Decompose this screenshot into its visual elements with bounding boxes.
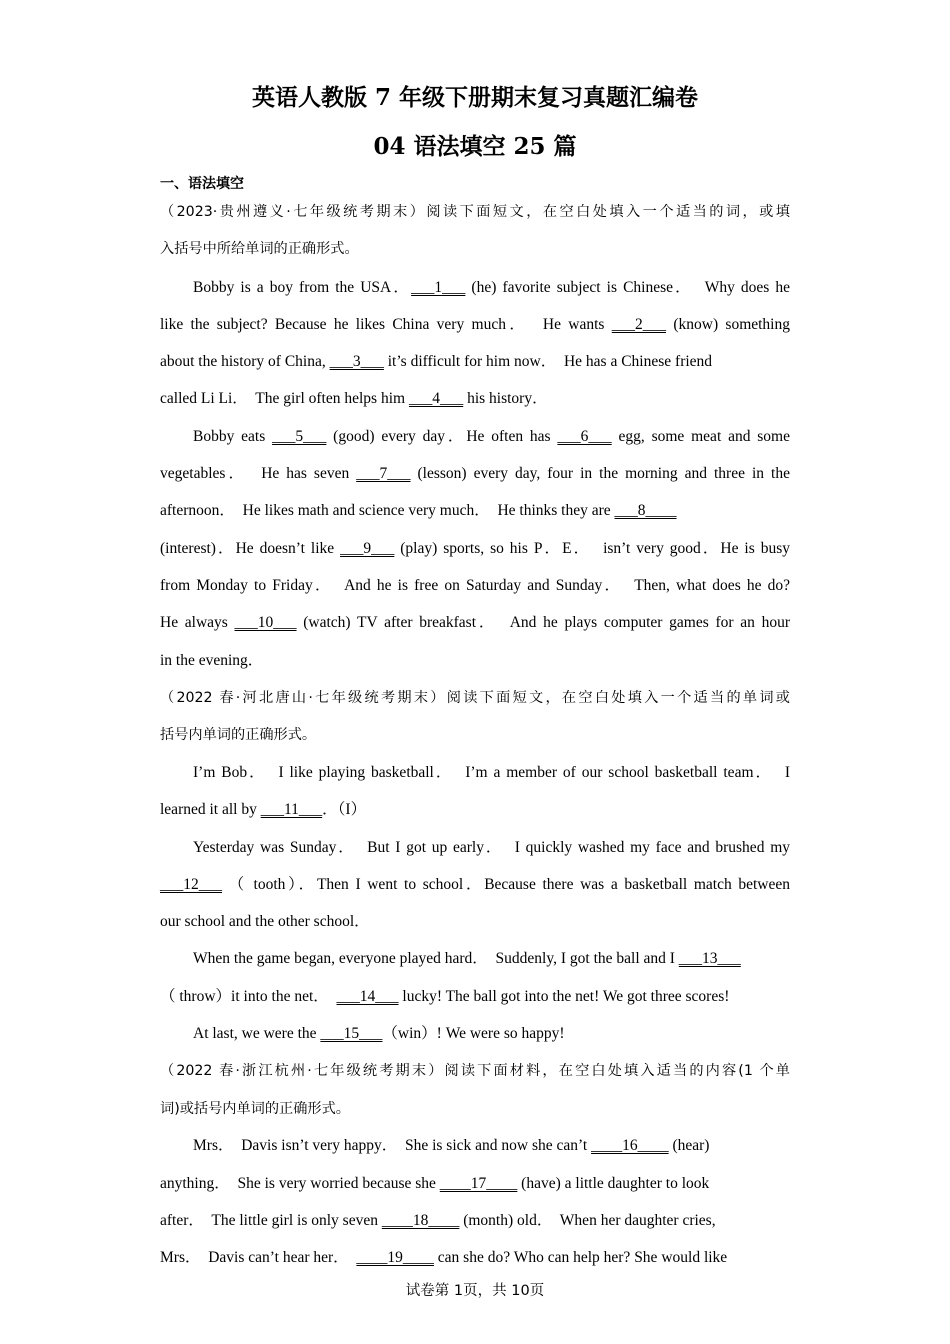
passage-text-line — [160, 575, 790, 597]
document-title: 英语人教版 7 年级下册期末复习真题汇编卷 — [251, 84, 699, 111]
answer-blank[interactable]: ___8____ — [614, 502, 677, 519]
passage-text: our school and the other school． — [160, 913, 370, 930]
passage-instruction-line: （2023·贵州遵义·七年级统考期末）阅读下面短文，在空白处填入一个适当的词，或填 — [160, 204, 790, 220]
passage-text: learned it all by — [160, 801, 261, 818]
passage-text-line — [160, 1247, 790, 1269]
passage-text-line — [193, 1135, 790, 1157]
passage-text: his history． — [463, 390, 548, 407]
passage-text: （ throw）it into the net． — [160, 988, 337, 1005]
passage-text: (play) sports, so his P．E． isn’t very good．He is busy — [394, 540, 790, 557]
passage-text: it’s difficult for him now． He has a Chinese friend — [383, 353, 713, 370]
section-heading: 一、语法填空 — [160, 176, 244, 192]
passage-instruction-line: （2022 春·河北唐山·七年级统考期末）阅读下面短文，在空白处填入一个适当的单词或 — [160, 690, 790, 706]
answer-blank[interactable]: ___2___ — [611, 316, 667, 333]
passage-text-line — [160, 986, 790, 1008]
passage-text: (know) something — [666, 316, 790, 333]
answer-blank[interactable]: ____17____ — [439, 1175, 518, 1192]
passage-text: can she do? Who can help her? She would like — [433, 1249, 728, 1266]
passage-text-line — [160, 314, 790, 336]
passage-text: ．（I） — [322, 801, 367, 818]
answer-blank[interactable]: ____19____ — [356, 1249, 434, 1266]
answer-blank[interactable]: ____18____ — [381, 1212, 460, 1229]
passage-text-line — [193, 762, 790, 784]
passage-text-line — [193, 277, 790, 299]
answer-blank[interactable]: ___5___ — [272, 428, 327, 445]
answer-blank[interactable]: ___3___ — [329, 353, 384, 370]
passage-text: Yesterday was Sunday． But I got up early． I quickly washed my face and brushed my — [193, 839, 790, 856]
answer-blank[interactable]: ___15___ — [320, 1025, 383, 1042]
passage-text: lucky! The ball got into the net! We got three scores! — [398, 988, 730, 1005]
passage-instruction-line: 入括号中所给单词的正确形式。 — [160, 241, 359, 257]
answer-blank[interactable]: ____16____ — [591, 1137, 669, 1154]
passage-text: Bobby is a boy from the USA． — [193, 279, 412, 296]
passage-text: (month) old． When her daughter cries, — [459, 1212, 716, 1229]
passage-text-line — [160, 1210, 790, 1232]
passage-instruction-line: 词)或括号内单词的正确形式。 — [160, 1101, 350, 1117]
passage-text: like the subject? Because he likes China very much． He wants — [160, 316, 612, 333]
answer-blank[interactable]: ___7___ — [356, 465, 411, 482]
passage-text-line — [193, 426, 790, 448]
passage-text: from Monday to Friday． And he is free on Saturday and Sunday． Then, what does he do? — [160, 577, 790, 594]
answer-blank[interactable]: ___9___ — [340, 540, 395, 557]
passage-text: (he) favorite subject is Chinese． Why does he — [465, 279, 791, 296]
answer-blank[interactable]: ___10___ — [234, 614, 297, 631]
passage-text: Mrs． Davis can’t hear her． — [160, 1249, 357, 1266]
passage-text: vegetables． He has seven — [160, 465, 357, 482]
passage-instruction-line: 括号内单词的正确形式。 — [160, 727, 317, 743]
answer-blank[interactable]: ___4___ — [408, 390, 464, 407]
passage-text: (watch) TV after breakfast． And he plays computer games for an hour — [296, 614, 790, 631]
passage-text: (good) every day．He often has — [326, 428, 558, 445]
answer-blank[interactable]: ___14___ — [336, 988, 399, 1005]
passage-text: When the game began, everyone played hard． Suddenly, I got the ball and I — [193, 950, 679, 967]
passage-text-line — [160, 351, 790, 373]
passage-text-line — [193, 837, 790, 859]
document-subtitle: 04 语法填空 25 篇 — [373, 133, 577, 160]
passage-text-line — [160, 799, 790, 821]
passage-text-line — [160, 1173, 790, 1195]
passage-text: (interest)．He doesn’t like — [160, 540, 341, 557]
passage-text: egg, some meat and some — [611, 428, 790, 445]
answer-blank[interactable]: ___12___ — [160, 876, 222, 893]
passage-text-line — [160, 612, 790, 634]
answer-blank[interactable]: ___1___ — [411, 279, 466, 296]
passage-text: about the history of China, — [160, 353, 330, 370]
passage-text-line — [160, 388, 790, 410]
passage-text: Mrs． Davis isn’t very happy． She is sick and now she can’t — [193, 1137, 592, 1154]
passage-text: in the evening． — [160, 652, 264, 669]
passage-text: (hear) — [668, 1137, 710, 1154]
passage-text-line — [160, 538, 790, 560]
passage-text: called Li Li． The girl often helps him — [160, 390, 409, 407]
passage-instruction-line: （2022 春·浙江杭州·七年级统考期末）阅读下面材料，在空白处填入适当的内容(1 个单 — [160, 1063, 790, 1079]
answer-blank[interactable]: ___6___ — [557, 428, 612, 445]
passage-text: afternoon． He likes math and science very much． He thinks they are — [160, 502, 615, 519]
passage-text-line — [160, 463, 790, 485]
passage-text-line — [160, 911, 790, 933]
passage-text-line — [160, 874, 790, 896]
passage-text-line — [193, 948, 790, 970]
passage-text: At last, we were the — [193, 1025, 321, 1042]
passage-text: (lesson) every day, four in the morning and three in the — [410, 465, 790, 482]
passage-text-line — [193, 1023, 790, 1045]
passage-text-line — [160, 500, 790, 522]
answer-blank[interactable]: ___11___ — [260, 801, 323, 818]
passage-text: He always — [160, 614, 235, 631]
passage-text: Bobby eats — [193, 428, 273, 445]
answer-blank[interactable]: ___13___ — [678, 950, 741, 967]
page-footer: 试卷第 1页，共 10页 — [405, 1283, 545, 1299]
passage-text: anything． She is very worried because she — [160, 1175, 440, 1192]
passage-text: （win）! We were so happy! — [382, 1025, 565, 1042]
passage-text-line — [160, 650, 790, 672]
passage-text: I’m Bob． I like playing basketball． I’m a member of our school basketball team． I — [193, 764, 790, 781]
passage-text: (have) a little daughter to look — [517, 1175, 710, 1192]
passage-text: after． The little girl is only seven — [160, 1212, 382, 1229]
passage-text: （ tooth）．Then I went to school．Because there was a basketball match between — [222, 876, 790, 893]
